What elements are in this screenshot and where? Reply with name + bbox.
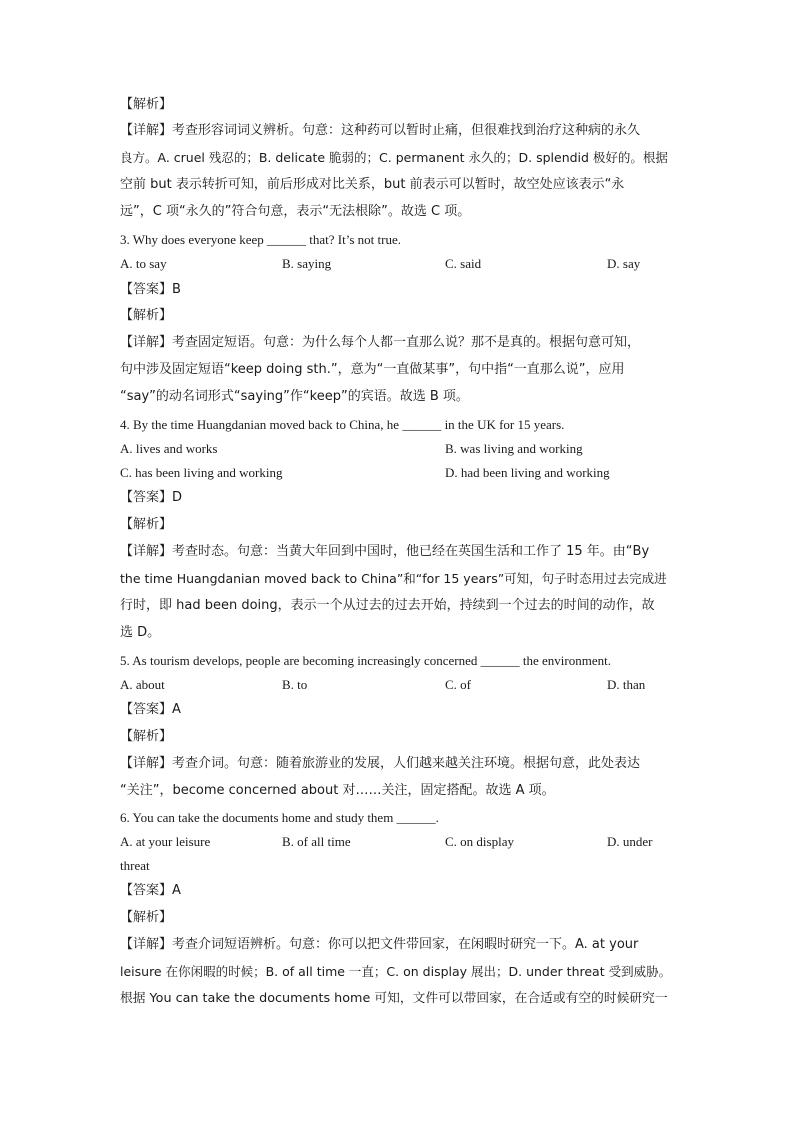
q2-detail-line-1: 【详解】考查形容词词义辨析。句意：这种药可以暂时止痛，但很难找到治疗这种病的永久 bbox=[120, 123, 641, 138]
q6-option-b: B. of all time bbox=[282, 834, 351, 849]
q3-answer: 【答案】B bbox=[120, 282, 181, 297]
q6-analysis-heading: 【解析】 bbox=[120, 910, 173, 925]
q5-option-d: D. than bbox=[607, 677, 646, 692]
q5-option-b: B. to bbox=[282, 677, 308, 692]
q4-detail-line-4: 选 D。 bbox=[120, 625, 161, 640]
q3-option-b: B. saying bbox=[282, 256, 332, 271]
q4-option-b: B. was living and working bbox=[445, 441, 583, 456]
q4-detail-line-3: 行时，即 had been doing，表示一个从过去的过去开始，持续到一个过去的时间的动作，故 bbox=[120, 598, 655, 613]
q5-detail-line-1: 【详解】考查介词。句意：随着旅游业的发展，人们越来越关注环境。根据句意，此处表达 bbox=[120, 756, 641, 771]
q3-option-c: C. said bbox=[445, 256, 482, 271]
q6-option-d: D. under bbox=[607, 834, 653, 849]
q6-option-c: C. on display bbox=[445, 834, 514, 849]
q3-detail-line-3: “say”的动名词形式“saying”作“keep”的宾语。故选 B 项。 bbox=[120, 389, 469, 404]
q4-option-a: A. lives and works bbox=[120, 441, 218, 456]
q5-question: 5. As tourism develops, people are becoming increasingly concerned ______ the environment. bbox=[120, 653, 611, 668]
q5-answer: 【答案】A bbox=[120, 702, 181, 717]
q4-question: 4. By the time Huangdanian moved back to China, he ______ in the UK for 15 years. bbox=[120, 417, 565, 432]
q5-analysis-heading: 【解析】 bbox=[120, 729, 173, 744]
q4-detail-line-1: 【详解】考查时态。句意：当黄大年回到中国时，他已经在英国生活和工作了 15 年。由“By bbox=[120, 544, 650, 559]
q2-detail-line-2: 良方。A. cruel 残忍的；B. delicate 脆弱的；C. permanent 永久的；D. splendid 极好的。根据 bbox=[120, 150, 668, 165]
q4-option-c: C. has been living and working bbox=[120, 465, 283, 480]
q3-detail-line-1: 【详解】考查固定短语。句意：为什么每个人都一直那么说？那不是真的。根据句意可知， bbox=[120, 335, 641, 350]
analysis-heading: 【解析】 bbox=[120, 97, 173, 112]
q2-detail-line-3: 空前 but 表示转折可知，前后形成对比关系，but 前表示可以暂时，故空处应该表示“永 bbox=[120, 177, 625, 192]
q3-question: 3. Why does everyone keep ______ that? It’s not true. bbox=[120, 232, 401, 247]
q6-answer: 【答案】A bbox=[120, 883, 181, 898]
q4-option-d: D. had been living and working bbox=[445, 465, 610, 480]
q5-option-a: A. about bbox=[120, 677, 165, 692]
q3-option-a: A. to say bbox=[120, 256, 167, 271]
q4-detail-line-2: the time Huangdanian moved back to China”和“for 15 years”可知，句子时态用过去完成进 bbox=[120, 571, 667, 586]
q6-question: 6. You can take the documents home and study them ______. bbox=[120, 810, 439, 825]
q2-detail-line-4: 远”，C 项“永久的”符合句意，表示“无法根除”。故选 C 项。 bbox=[120, 204, 471, 219]
q4-analysis-heading: 【解析】 bbox=[120, 517, 173, 532]
q5-option-c: C. of bbox=[445, 677, 471, 692]
q3-detail-line-2: 句中涉及固定短语“keep doing sth.”，意为“一直做某事”，句中指“一直那么说”，应用 bbox=[120, 362, 625, 377]
q4-answer: 【答案】D bbox=[120, 490, 183, 505]
q3-option-d: D. say bbox=[607, 256, 641, 271]
q6-detail-line-2: leisure 在你闲暇的时候；B. of all time 一直；C. on display 展出；D. under threat 受到威胁。 bbox=[120, 964, 672, 979]
q6-detail-line-3: 根据 You can take the documents home 可知，文件可以带回家，在合适或有空的时候研究一 bbox=[120, 991, 668, 1006]
q6-option-d-continued: threat bbox=[120, 858, 150, 873]
q6-option-a: A. at your leisure bbox=[120, 834, 211, 849]
q6-detail-line-1: 【详解】考查介词短语辨析。句意：你可以把文件带回家，在闲暇时研究一下。A. at your bbox=[120, 937, 639, 952]
q5-detail-line-2: “关注”，become concerned about 对……关注，固定搭配。故选 A 项。 bbox=[120, 783, 555, 798]
q3-analysis-heading: 【解析】 bbox=[120, 308, 173, 323]
